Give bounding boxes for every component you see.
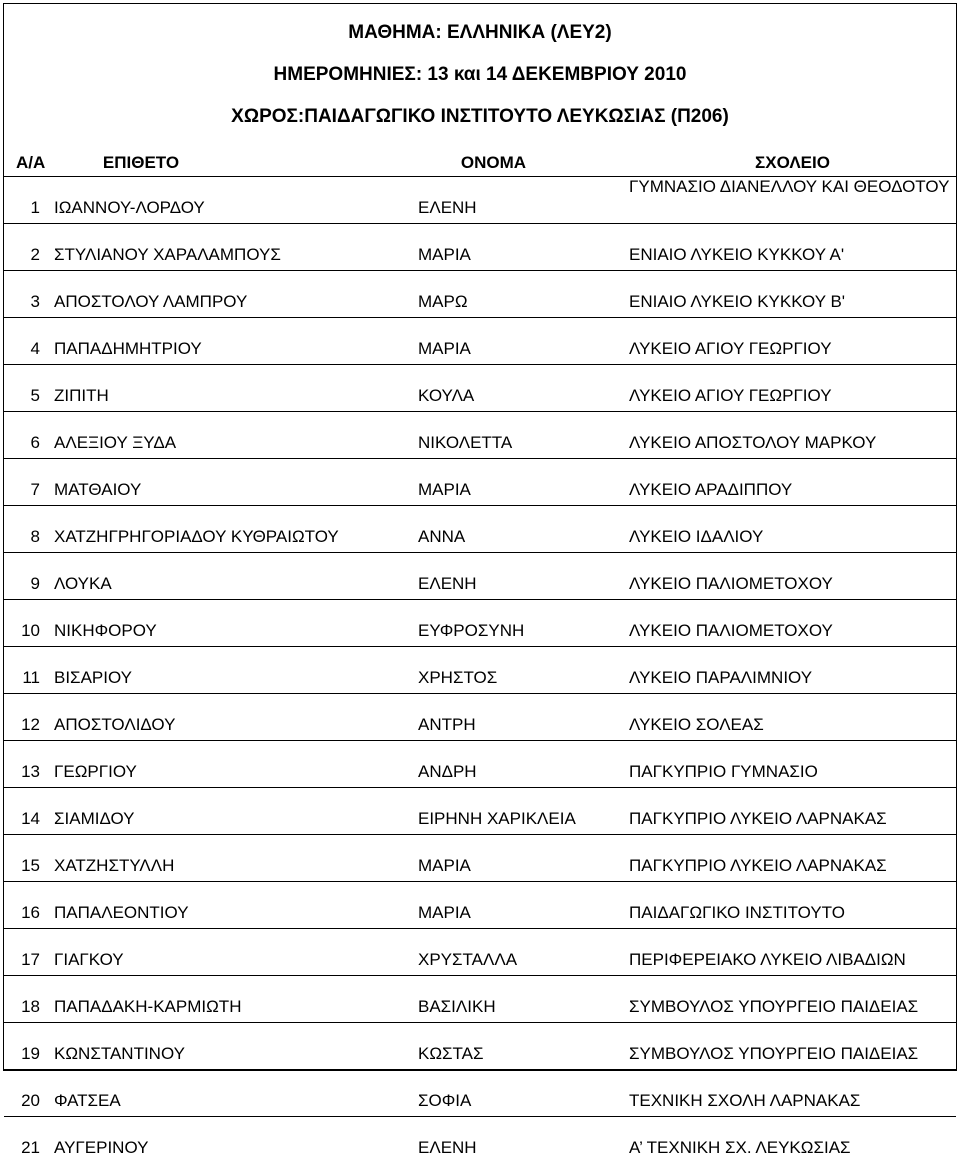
row-name: ΕΛΕΝΗ	[418, 553, 629, 600]
row-name: ΣΟΦΙΑ	[418, 1070, 629, 1117]
table-row	[4, 929, 956, 976]
row-name: ΒΑΣΙΛΙΚΗ	[418, 976, 629, 1023]
row-number: 3	[4, 271, 54, 318]
table-row	[4, 1023, 956, 1070]
row-name: ΧΡΥΣΤΑΛΛΑ	[418, 929, 629, 976]
table-row	[4, 271, 956, 318]
table-row	[4, 1070, 956, 1117]
row-number: 7	[4, 459, 54, 506]
table-row	[4, 741, 956, 788]
row-surname: ΣΙΑΜΙΔΟΥ	[54, 788, 418, 835]
row-surname: ΓΙΑΓΚΟΥ	[54, 929, 418, 976]
table-row	[4, 318, 956, 365]
table-row	[4, 600, 956, 647]
table-row	[4, 976, 956, 1023]
table-row	[4, 882, 956, 929]
row-number: 9	[4, 553, 54, 600]
row-name: ΑΝΝΑ	[418, 506, 629, 553]
table-row	[4, 506, 956, 553]
table-row	[4, 177, 956, 224]
table-row	[4, 224, 956, 271]
row-number: 1	[4, 177, 54, 224]
row-surname: ΠΑΠΑΔΗΜΗΤΡΙΟΥ	[54, 318, 418, 365]
column-header-school: ΣΧΟΛΕΙΟ	[629, 150, 956, 177]
row-number: 12	[4, 694, 54, 741]
row-school: ΛΥΚΕΙΟ ΣΟΛΕΑΣ	[629, 694, 956, 741]
row-name: ΑΝΤΡΗ	[418, 694, 629, 741]
row-name: ΜΑΡΙΑ	[418, 224, 629, 271]
row-school: ΤΕΧΝΙΚΗ ΣΧΟΛΗ ΛΑΡΝΑΚΑΣ	[629, 1070, 956, 1117]
table-row	[4, 412, 956, 459]
row-surname: ΚΩΝΣΤΑΝΤΙΝΟΥ	[54, 1023, 418, 1070]
row-number: 11	[4, 647, 54, 694]
row-number: 16	[4, 882, 54, 929]
row-school: ΕΝΙΑΙΟ ΛΥΚΕΙΟ ΚΥΚΚΟΥ Α'	[629, 224, 956, 271]
table-row	[4, 365, 956, 412]
row-surname: ΧΑΤΖΗΣΤΥΛΛΗ	[54, 835, 418, 882]
row-school: ΣΥΜΒΟΥΛΟΣ ΥΠΟΥΡΓΕΙΟ ΠΑΙΔΕΙΑΣ	[629, 976, 956, 1023]
table-header-row	[4, 150, 956, 177]
row-school: ΣΥΜΒΟΥΛΟΣ ΥΠΟΥΡΓΕΙΟ ΠΑΙΔΕΙΑΣ	[629, 1023, 956, 1070]
row-name: ΜΑΡΙΑ	[418, 459, 629, 506]
row-surname: ΒΙΣΑΡΙΟΥ	[54, 647, 418, 694]
row-surname: ΑΠΟΣΤΟΛΙΔΟΥ	[54, 694, 418, 741]
row-number: 8	[4, 506, 54, 553]
row-school: ΕΝΙΑΙΟ ΛΥΚΕΙΟ ΚΥΚΚΟΥ Β'	[629, 271, 956, 318]
row-surname: ΠΑΠΑΔΑΚΗ-ΚΑΡΜΙΩΤΗ	[54, 976, 418, 1023]
column-header-number: Α/Α	[4, 150, 54, 177]
row-number: 4	[4, 318, 54, 365]
row-surname: ΑΥΓΕΡΙΝΟΥ	[54, 1117, 418, 1163]
row-number: 17	[4, 929, 54, 976]
row-school: ΛΥΚΕΙΟ ΠΑΛΙΟΜΕΤΟΧΟΥ	[629, 600, 956, 647]
row-name: ΕΥΦΡΟΣΥΝΗ	[418, 600, 629, 647]
row-number: 19	[4, 1023, 54, 1070]
row-name: ΜΑΡΙΑ	[418, 318, 629, 365]
row-surname: ΦΑΤΣΕΑ	[54, 1070, 418, 1117]
row-school: ΛΥΚΕΙΟ ΑΓΙΟΥ ΓΕΩΡΓΙΟΥ	[629, 318, 956, 365]
column-header-name: ΟΝΟΜΑ	[418, 150, 629, 177]
row-school: ΠΑΓΚΥΠΡΙΟ ΓΥΜΝΑΣΙΟ	[629, 741, 956, 788]
row-number: 14	[4, 788, 54, 835]
row-surname: ΓΕΩΡΓΙΟΥ	[54, 741, 418, 788]
row-number: 10	[4, 600, 54, 647]
row-surname: ΜΑΤΘΑΙΟΥ	[54, 459, 418, 506]
row-surname: ΧΑΤΖΗΓΡΗΓΟΡΙΑΔΟΥ ΚΥΘΡΑΙΩΤΟΥ	[54, 506, 418, 553]
row-number: 5	[4, 365, 54, 412]
table-row	[4, 553, 956, 600]
row-school: ΛΥΚΕΙΟ ΙΔΑΛΙΟΥ	[629, 506, 956, 553]
course-title: ΜΑΘΗΜΑ: ΕΛΛΗΝΙΚΑ (ΛΕΥ2)	[4, 22, 956, 44]
table-row	[4, 647, 956, 694]
table-row	[4, 1117, 956, 1163]
row-school	[629, 177, 956, 224]
row-name: ΜΑΡΙΑ	[418, 882, 629, 929]
row-number: 13	[4, 741, 54, 788]
row-name: ΕΛΕΝΗ	[418, 177, 629, 224]
row-number: 2	[4, 224, 54, 271]
row-surname: ΝΙΚΗΦΟΡΟΥ	[54, 600, 418, 647]
row-school: ΛΥΚΕΙΟ ΑΠΟΣΤΟΛΟΥ ΜΑΡΚΟΥ	[629, 412, 956, 459]
row-surname: ΙΩΑΝΝΟΥ-ΛΟΡΔΟΥ	[54, 177, 418, 224]
row-surname: ΖΙΠΙΤΗ	[54, 365, 418, 412]
dates-title: ΗΜΕΡΟΜΗΝΙΕΣ: 13 και 14 ΔΕΚΕΜΒΡΙΟΥ 2010	[4, 64, 956, 86]
table-row	[4, 788, 956, 835]
row-school: ΛΥΚΕΙΟ ΑΓΙΟΥ ΓΕΩΡΓΙΟΥ	[629, 365, 956, 412]
row-surname: ΛΟΥΚΑ	[54, 553, 418, 600]
row-name: ΜΑΡΩ	[418, 271, 629, 318]
row-number: 20	[4, 1070, 54, 1117]
row-school: ΛΥΚΕΙΟ ΑΡΑΔΙΠΠΟΥ	[629, 459, 956, 506]
row-surname: ΑΛΕΞΙΟΥ ΞΥΔΑ	[54, 412, 418, 459]
venue-title: ΧΩΡΟΣ:ΠΑΙΔΑΓΩΓΙΚΟ ΙΝΣΤΙΤΟΥΤΟ ΛΕΥΚΩΣΙΑΣ (Π206)	[4, 106, 956, 128]
row-name: ΧΡΗΣΤΟΣ	[418, 647, 629, 694]
row-surname: ΠΑΠΑΛΕΟΝΤΙΟΥ	[54, 882, 418, 929]
table-row	[4, 459, 956, 506]
row-number: 18	[4, 976, 54, 1023]
row-school: ΛΥΚΕΙΟ ΠΑΛΙΟΜΕΤΟΧΟΥ	[629, 553, 956, 600]
row-name: ΑΝΔΡΗ	[418, 741, 629, 788]
row-number: 21	[4, 1117, 54, 1163]
row-surname: ΣΤΥΛΙΑΝΟΥ ΧΑΡΑΛΑΜΠΟΥΣ	[54, 224, 418, 271]
row-school: ΠΑΓΚΥΠΡΙΟ ΛΥΚΕΙΟ ΛΑΡΝΑΚΑΣ	[629, 835, 956, 882]
row-name: ΕΙΡΗΝΗ ΧΑΡΙΚΛΕΙΑ	[418, 788, 629, 835]
row-name: ΚΩΣΤΑΣ	[418, 1023, 629, 1070]
document-sheet	[3, 3, 957, 1071]
row-name: ΕΛΕΝΗ	[418, 1117, 629, 1163]
row-number: 15	[4, 835, 54, 882]
row-school: Α’ ΤΕΧΝΙΚΗ ΣΧ. ΛΕΥΚΩΣΙΑΣ	[629, 1117, 956, 1163]
row-name: ΚΟΥΛΑ	[418, 365, 629, 412]
row-school: ΠΕΡΙΦΕΡΕΙΑΚΟ ΛΥΚΕΙΟ ΛΙΒΑΔΙΩΝ	[629, 929, 956, 976]
row-school: ΠΑΙΔΑΓΩΓΙΚΟ ΙΝΣΤΙΤΟΥΤΟ	[629, 882, 956, 929]
row-name: ΜΑΡΙΑ	[418, 835, 629, 882]
row-number: 6	[4, 412, 54, 459]
row-school: ΛΥΚΕΙΟ ΠΑΡΑΛΙΜΝΙΟΥ	[629, 647, 956, 694]
table-row	[4, 835, 956, 882]
row-name: ΝΙΚΟΛΕΤΤΑ	[418, 412, 629, 459]
participants-table	[4, 150, 956, 1163]
row-surname: ΑΠΟΣΤΟΛΟΥ ΛΑΜΠΡΟΥ	[54, 271, 418, 318]
table-row	[4, 694, 956, 741]
column-header-surname: ΕΠΙΘΕΤΟ	[54, 150, 418, 177]
row-school: ΠΑΓΚΥΠΡΙΟ ΛΥΚΕΙΟ ΛΑΡΝΑΚΑΣ	[629, 788, 956, 835]
row-school-text: ΓΥΜΝΑΣΙΟ ΔΙΑΝΕΛΛΟΥ ΚΑΙ ΘΕΟΔΟΤΟΥ	[629, 177, 956, 218]
